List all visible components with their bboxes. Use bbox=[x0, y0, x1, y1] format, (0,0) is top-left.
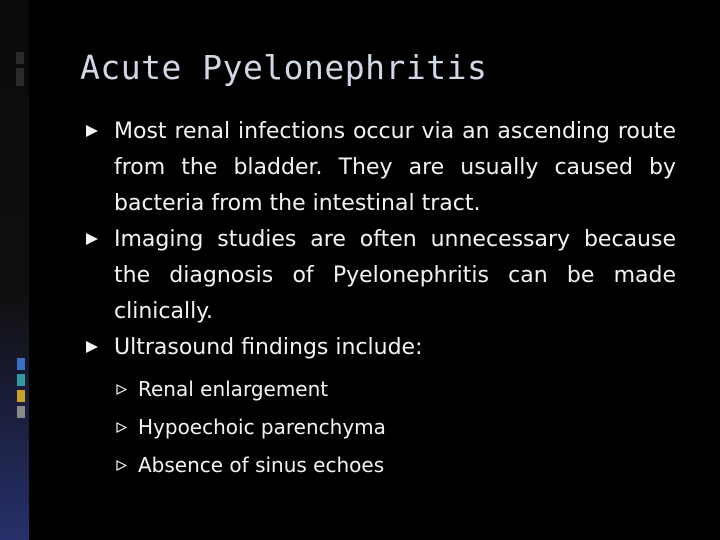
sub-bullet-text: Hypoechoic parenchyma bbox=[138, 415, 386, 439]
sub-bullet-item bbox=[114, 370, 676, 408]
triangle-right-icon bbox=[86, 125, 98, 137]
triangle-right-outline-icon bbox=[116, 460, 127, 471]
sub-bullet-text: Absence of sinus echoes bbox=[138, 453, 385, 477]
triangle-right-icon bbox=[86, 233, 98, 245]
bullet-text: Ultrasound findings include: bbox=[114, 335, 423, 360]
sub-bullet-text: Renal enlargement bbox=[138, 377, 329, 401]
slide-title: Acute Pyelonephritis bbox=[80, 48, 488, 87]
side-accent-teal bbox=[17, 374, 25, 386]
bullet-list bbox=[86, 114, 676, 484]
side-accent-yellow bbox=[17, 390, 25, 402]
side-accent-blue bbox=[17, 358, 25, 370]
triangle-right-icon bbox=[86, 341, 98, 353]
sub-bullet-item bbox=[114, 408, 676, 446]
side-accent-dark-bottom bbox=[16, 68, 24, 86]
slide-content bbox=[86, 114, 676, 484]
side-accent-dark-top bbox=[16, 52, 24, 64]
left-decorative-strip bbox=[0, 0, 29, 540]
triangle-right-outline-icon bbox=[116, 384, 127, 395]
bullet-item bbox=[86, 222, 676, 330]
sub-bullet-item bbox=[114, 446, 676, 484]
bullet-text: Most renal infections occur via an ascending route from the bladder. They are usually caused by bacteria from the intestinal tract. bbox=[114, 119, 676, 216]
triangle-right-outline-icon bbox=[116, 422, 127, 433]
bullet-item bbox=[86, 114, 676, 222]
sub-bullet-list bbox=[114, 370, 676, 484]
side-accent-grey bbox=[17, 406, 25, 418]
bullet-text: Imaging studies are often unnecessary because the diagnosis of Pyelonephritis can be made clinically. bbox=[114, 227, 676, 324]
bullet-item bbox=[86, 330, 676, 484]
